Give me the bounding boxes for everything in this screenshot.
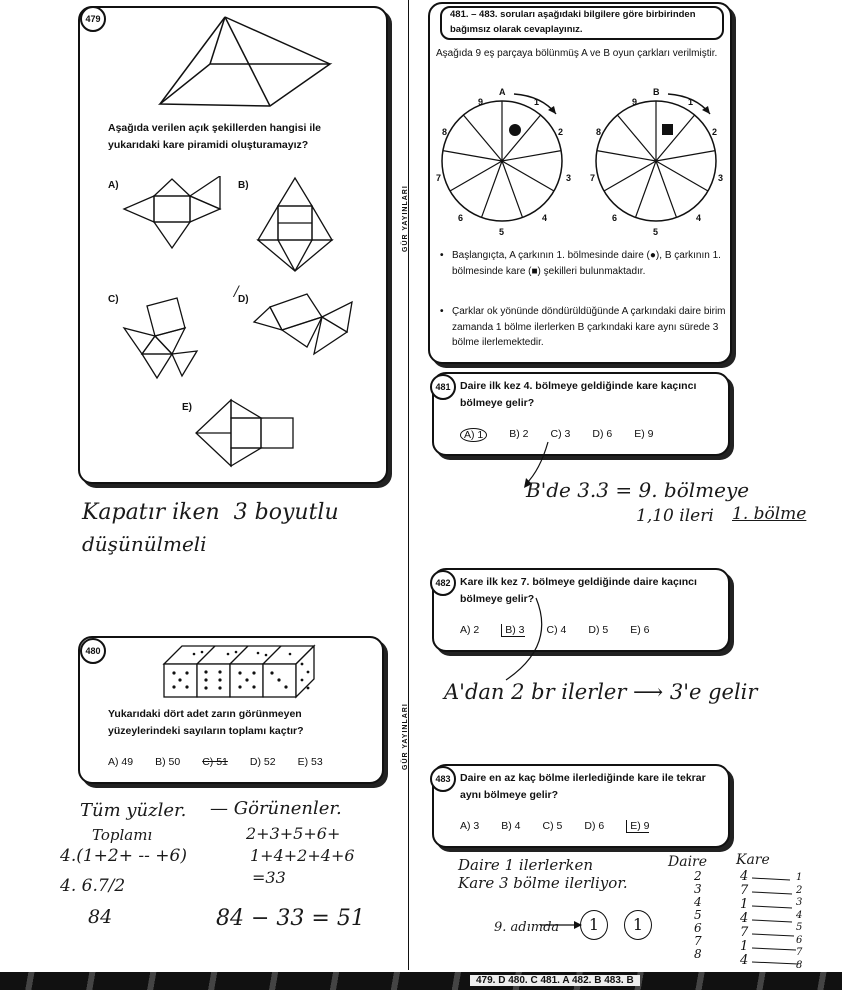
work-483-col2-title: Kare: [736, 852, 770, 868]
col1-val: 8: [694, 947, 702, 961]
option-482-b[interactable]: B) 3: [501, 624, 524, 637]
note-479-line1: Kapatır iken 3 boyutlu: [82, 500, 339, 525]
question-483-number: 483: [430, 766, 456, 792]
work-480-mid-4: =33: [252, 868, 286, 887]
col2-val: 4: [740, 869, 749, 884]
work-480-left-5: 84: [88, 906, 113, 928]
question-480-number: 480: [80, 638, 106, 664]
option-482-d[interactable]: D) 5: [588, 624, 609, 636]
square-pyramid-figure: [140, 14, 340, 114]
work-483-col1-title: Daire: [668, 854, 708, 870]
option-482-e[interactable]: E) 6: [630, 624, 650, 636]
col3-val: 2: [796, 884, 803, 896]
net-option-a: [122, 176, 232, 256]
work-483-line2: Kare 3 bölme ilerliyor.: [458, 874, 628, 892]
col3-val: 3: [796, 897, 803, 908]
answer-key: 479. D 480. C 481. A 482. B 483. B: [470, 975, 640, 986]
option-483-b[interactable]: B) 4: [501, 820, 521, 832]
work-483-col1: [694, 870, 702, 961]
question-481-number: 481: [430, 374, 456, 400]
col3-val: 8: [796, 959, 803, 971]
question-481-options: [460, 428, 675, 442]
work-480-mid-1: — Görünenler.: [210, 798, 342, 819]
work-482-arrow: [500, 596, 560, 688]
wheel-b-sector-1: 1: [688, 97, 694, 107]
wheel-a-sector-8: 8: [442, 127, 448, 137]
question-480-options: [108, 756, 345, 768]
option-483-a[interactable]: A) 3: [460, 820, 480, 832]
col1-val: 6: [694, 921, 702, 935]
col3-val: 4: [796, 909, 803, 921]
option-482-c[interactable]: C) 4: [546, 624, 567, 636]
work-480-left-1: Tüm yüzler.: [80, 800, 187, 821]
work-483-col2: [740, 870, 748, 968]
wheel-a-sector-9: 9: [478, 97, 484, 107]
option-480-d[interactable]: D) 52: [249, 756, 276, 768]
option-480-e[interactable]: E) 53: [297, 756, 323, 768]
col2-val: 7: [740, 925, 749, 940]
work-480-left-4: 4. 6.7/2: [60, 876, 126, 896]
wheel-b-sector-7: 7: [590, 173, 596, 183]
option-479-a-label[interactable]: A): [108, 180, 119, 191]
wheel-b-label: B: [653, 87, 660, 97]
question-479-text: Aşağıda verilen açık şekillerden hangisi ile yukarıdaki kare piramidi oluşturamayız?: [108, 122, 322, 151]
question-482-options: [460, 624, 671, 637]
question-480-text: Yukarıdaki dört adet zarın görünmeyen yüzeylerindeki sayıların toplamı kaçtır?: [108, 708, 304, 737]
option-479-e-label[interactable]: E): [182, 402, 192, 413]
footer-bar: [0, 972, 842, 990]
wheel-a-sector-7: 7: [436, 173, 442, 183]
work-483-arrows: [752, 872, 812, 976]
option-481-b[interactable]: B) 2: [509, 428, 529, 440]
wheel-a-sector-3: 3: [566, 173, 572, 183]
col2-val: 4: [740, 911, 749, 926]
work-482-line: A'dan 2 br ilerler ⟶ 3'e gelir: [444, 680, 758, 704]
wheel-b-sector-4: 4: [696, 213, 702, 223]
page-divider: [408, 0, 409, 970]
intro-bullet-2: • Çarklar ok yönünde döndürüldüğünde A çarkındaki daire birim zamanda 1 bölme ilerlerken B çarkındaki kare aynı sürede 3 bölme ilerlemektedir.: [440, 304, 728, 351]
option-480-c[interactable]: C) 51: [202, 756, 228, 768]
work-483-line1: Daire 1 ilerlerken: [458, 856, 594, 874]
question-479-number: 479: [80, 6, 106, 32]
wheel-b-sector-3: 3: [718, 173, 724, 183]
work-483-col3: [796, 872, 802, 972]
option-483-d[interactable]: D) 6: [584, 820, 605, 832]
wheel-a-sector-6: 6: [458, 213, 464, 223]
question-481-text: Daire ilk kez 4. bölmeye geldiğinde kare kaçıncı bölmeye gelir?: [460, 380, 697, 409]
option-482-a[interactable]: A) 2: [460, 624, 480, 636]
option-481-c[interactable]: C) 3: [550, 428, 571, 440]
col3-val: 6: [796, 934, 803, 946]
work-480-result: 84 − 33 = 51: [216, 906, 365, 931]
option-481-e[interactable]: E) 9: [634, 428, 654, 440]
col2-val: 1: [740, 939, 749, 954]
col3-val: 7: [796, 947, 803, 958]
wheel-b-sector-5: 5: [653, 227, 659, 237]
work-483-circled-1: 1: [580, 910, 608, 940]
option-479-d-label[interactable]: D): [238, 294, 249, 305]
option-479-b-label[interactable]: B): [238, 180, 249, 191]
side-label-top: GÜR YAYINLARI: [402, 185, 409, 252]
intro-header-text: 481. – 483. soruları aşağıdaki bilgilere göre birbirinden bağımsız olarak cevaplayınız.: [450, 9, 696, 35]
col2-val: 4: [740, 953, 749, 968]
wheel-a-sector-5: 5: [499, 227, 505, 237]
col1-val: 5: [694, 908, 702, 922]
work-480-left-2: Toplamı: [92, 826, 153, 844]
side-label-bottom: GÜR YAYINLARI: [402, 703, 409, 770]
work-483-step-label: 9. adımda: [494, 920, 560, 935]
work-480-mid-3: 1+4+2+4+6: [250, 846, 355, 865]
net-option-e: [194, 398, 304, 468]
work-483-circled-2: 1: [624, 910, 652, 940]
wheel-a-sector-2: 2: [558, 127, 564, 137]
net-option-b: [250, 176, 340, 276]
work-481-line3: 1. bölme: [732, 504, 807, 524]
question-483-text: Daire en az kaç bölme ilerlediğinde kare ile tekrar aynı bölmeye gelir?: [460, 772, 706, 801]
col3-val: 1: [796, 872, 803, 883]
question-483-options: [460, 820, 671, 833]
wheel-b: [584, 86, 734, 236]
option-481-a[interactable]: A) 1: [460, 428, 487, 442]
col2-val: 1: [740, 897, 749, 912]
col3-val: 5: [796, 922, 803, 933]
option-481-d[interactable]: D) 6: [592, 428, 613, 440]
work-483-arrow: [540, 918, 584, 932]
net-option-c: [122, 296, 222, 386]
work-480-mid-2: 2+3+5+6+: [246, 824, 341, 843]
question-482-number: 482: [430, 570, 456, 596]
col1-val: 2: [694, 869, 702, 883]
intro-bullet-1: • Başlangıçta, A çarkının 1. bölmesinde daire (●), B çarkının 1. bölmesinde kare (■) şekilleri bulunmaktadır.: [440, 248, 728, 279]
wheel-a-label: A: [499, 87, 506, 97]
work-481-line1: B'de 3.3 = 9. bölmeye: [526, 478, 750, 502]
col1-val: 3: [694, 882, 702, 896]
option-483-c[interactable]: C) 5: [542, 820, 563, 832]
work-480-left-3: 4.(1+2+ -- +6): [60, 846, 187, 866]
note-479-line2: düşünülmeli: [82, 532, 207, 556]
wheel-b-sector-6: 6: [612, 213, 618, 223]
col2-val: 7: [740, 883, 749, 898]
wheel-a: [430, 86, 580, 236]
net-option-d: [252, 292, 372, 362]
option-480-b[interactable]: B) 50: [155, 756, 181, 768]
work-481-line2: 1,10 ileri: [636, 506, 714, 526]
col1-val: 4: [694, 895, 702, 909]
col1-val: 7: [694, 934, 702, 948]
four-dice-figure: [162, 642, 322, 700]
question-482-text: Kare ilk kez 7. bölmeye geldiğinde daire kaçıncı bölmeye gelir?: [460, 576, 697, 605]
option-483-e[interactable]: E) 9: [626, 820, 649, 833]
wheel-b-sector-8: 8: [596, 127, 602, 137]
option-479-c-label[interactable]: C): [108, 294, 119, 305]
option-480-a[interactable]: A) 49: [108, 756, 134, 768]
wheel-a-sector-4: 4: [542, 213, 548, 223]
wheel-a-sector-1: 1: [534, 97, 540, 107]
option-479-d-strike: /: [234, 284, 239, 300]
wheel-b-sector-2: 2: [712, 127, 718, 137]
intro-text: Aşağıda 9 eş parçaya bölünmüş A ve B oyun çarkları verilmiştir.: [436, 48, 718, 59]
wheel-b-sector-9: 9: [632, 97, 638, 107]
